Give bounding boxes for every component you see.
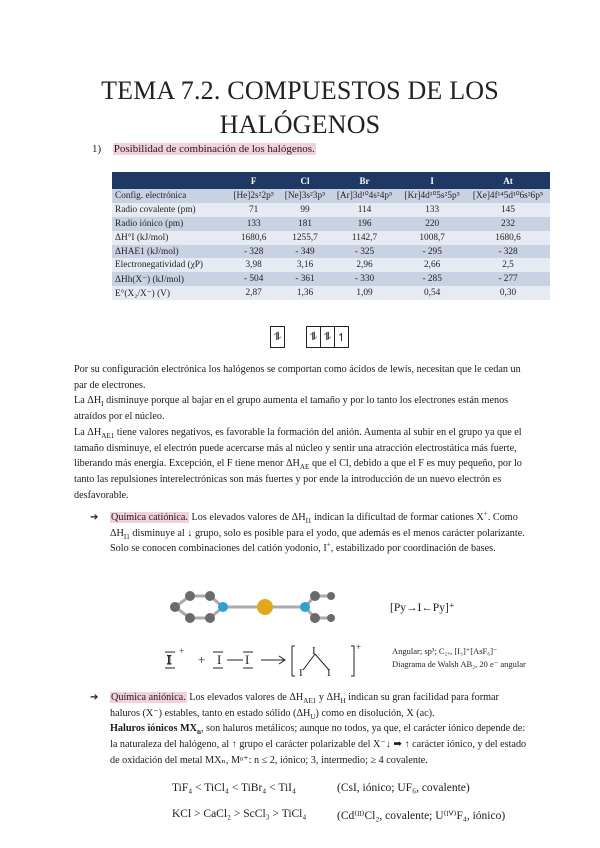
table-header-cell bbox=[112, 172, 228, 189]
table-cell: 196 bbox=[331, 217, 399, 231]
geometry-note: Angular; sp³; C₂ᵥ, [I₃]⁺[AsF₆]⁻ bbox=[392, 646, 498, 656]
table-cell: 220 bbox=[398, 217, 466, 231]
table-cell: 2,87 bbox=[228, 286, 279, 300]
table-cell: 99 bbox=[279, 203, 330, 217]
bullet-label: Química catiónica. bbox=[111, 512, 188, 523]
table-row bbox=[112, 245, 550, 259]
page-title-line1: TEMA 7.2. COMPUESTOS DE LOS bbox=[101, 76, 499, 105]
svg-text:I: I bbox=[299, 667, 303, 679]
table-header-cell: I bbox=[398, 172, 466, 189]
pyridine-iodine-molecule-icon bbox=[165, 582, 335, 632]
equation-note: (Cd⁽ᴵᴵ⁾Cl₂, covalente; U⁽ᴵⱽ⁾F₄, iónico) bbox=[337, 810, 506, 822]
table-cell: - 349 bbox=[279, 245, 330, 259]
section-label: Posibilidad de combinación de los halógenos. bbox=[113, 143, 315, 155]
table-cell: [Ne]3s²3p⁵ bbox=[279, 189, 330, 203]
table-cell: ΔH°I (kJ/mol) bbox=[112, 231, 228, 245]
orbital-cell: ⥮ bbox=[321, 327, 335, 347]
orbital-cell: ⥮ bbox=[273, 330, 282, 343]
arrow-bullet-icon: ➔ bbox=[90, 692, 99, 703]
equation-note: (CsI, iónico; UF₆, covalente) bbox=[337, 782, 470, 794]
svg-text:+: + bbox=[198, 652, 206, 667]
bullet-anionic: ➔ Química aniónica. Los elevados valores de $\Delta H_{AE1}$ y $\Delta H_H$ indican su gran facilidad para formar haluros (X⁻) estables, tanto en estado sólido $(\Delta H_U)$ como en disolución, X (ac). Haluros iónicos $MX_n$, son haluros metálicos; aunque no todos, ya que, el carácter iónico depende de: la naturaleza del halógeno, al ↑ grupo el carácter polarizable del X⁻↓ ➡ ↑ carácter iónico, y del estado de oxidación del metal MXₙ, Mⁿ⁺: n ≤ 2, iónico; 3, intermedio; ≥ 4 covalente. bbox=[90, 692, 527, 766]
svg-text:+: + bbox=[179, 646, 185, 656]
equation-lhs: KCl > CaCl₂ > ScCl₃ > TiCl₄ bbox=[172, 808, 307, 820]
i3-lewis-structure-icon bbox=[165, 640, 370, 680]
table-cell: ΔHAE1 (kJ/mol) bbox=[112, 245, 228, 259]
table-cell: 0,30 bbox=[466, 286, 550, 300]
table-cell: 114 bbox=[331, 203, 399, 217]
table-header-cell: Br bbox=[331, 172, 399, 189]
table-row bbox=[112, 286, 550, 300]
svg-text:+: + bbox=[356, 642, 362, 652]
table-cell: - 361 bbox=[279, 272, 330, 286]
svg-text:I: I bbox=[312, 645, 316, 657]
table-cell: E°(X₂/X⁻) (V) bbox=[112, 286, 228, 300]
table-cell: 1,09 bbox=[331, 286, 399, 300]
section-heading bbox=[92, 143, 316, 155]
body-text bbox=[74, 362, 532, 503]
table-cell: 1,36 bbox=[279, 286, 330, 300]
table-cell: 1680,6 bbox=[466, 231, 550, 245]
table-cell: 232 bbox=[466, 217, 550, 231]
svg-text:I: I bbox=[167, 652, 172, 667]
table-cell: [Ar]3d¹⁰4s²4p⁵ bbox=[331, 189, 399, 203]
table-cell: 1142,7 bbox=[331, 231, 399, 245]
section-number: 1) bbox=[92, 143, 102, 155]
table-cell: 3,98 bbox=[228, 258, 279, 272]
bullet-label: Química aniónica. bbox=[111, 692, 186, 703]
arrow-bullet-icon: ➔ bbox=[90, 512, 99, 523]
table-header-cell: Cl bbox=[279, 172, 330, 189]
table-cell: ΔHh(X⁻) (kJ/mol) bbox=[112, 272, 228, 286]
bullet-cationic: ➔ Química catiónica. Los elevados valores de $\Delta H_{I1}$ indican la dificultad de formar cationes X+. Como $\Delta H_{I1}$ disminuye al ↓ grupo, solo es posible para el yodo, que además es el menos carácter polarizante. Solo se conocen combinaciones del catión yodonio, I+, estabilizado por coordinación de bases. bbox=[90, 509, 525, 555]
equation-ti-halides bbox=[172, 782, 470, 794]
table-cell: 2,96 bbox=[331, 258, 399, 272]
table-row bbox=[112, 231, 550, 245]
svg-text:I: I bbox=[217, 652, 222, 667]
paragraph-ionization: La $\Delta H_I$ disminuye porque al bajar en el grupo aumenta el tamaño y por lo tanto los electrones están menos atraídos por el núcleo. bbox=[74, 395, 509, 423]
table-cell: 0,54 bbox=[398, 286, 466, 300]
table-cell: Electronegatividad (χP) bbox=[112, 258, 228, 272]
table-cell: Radio iónico (pm) bbox=[112, 217, 228, 231]
table-cell: - 328 bbox=[466, 245, 550, 259]
equation-lhs: TiF₄ < TiCl₄ < TiBr₄ < TiI₄ bbox=[172, 782, 296, 794]
table-header-cell: F bbox=[228, 172, 279, 189]
table-cell: [He]2s²2p⁵ bbox=[228, 189, 279, 203]
paragraph-electron-affinity: La $\Delta H_{AE1}$ tiene valores negativos, es favorable la formación del anión. Aumenta al subir en el grupo ya que el tamaño disminuye, el electrón puede acercarse más al núcleo y sentir una atracción electrostática más fuerte, liberando más energía. Excepción, el F tiene menor $\Delta H_{AE}$ que el Cl, debido a que el F es muy pequeño, por lo tanto las repulsiones interelectrónicas son más fuertes y por ende la introducción de un nuevo electrón es desfavorable. bbox=[74, 426, 522, 501]
table-cell: - 277 bbox=[466, 272, 550, 286]
table-cell: 2,66 bbox=[398, 258, 466, 272]
table-row bbox=[112, 272, 550, 286]
orbital-cell: ⥮ bbox=[307, 327, 321, 347]
s-orbital-box bbox=[270, 326, 285, 348]
table-row bbox=[112, 217, 550, 231]
table-row bbox=[112, 258, 550, 272]
table-cell: 1008,7 bbox=[398, 231, 466, 245]
paragraph-lewis: Por su configuración electrónica los halógenos se comportan como ácidos de lewis, necesitan que le cedan un par de electrones. bbox=[74, 364, 521, 391]
table-cell: 133 bbox=[228, 217, 279, 231]
orbital-cell: ↿ bbox=[336, 330, 347, 344]
table-cell: 2,5 bbox=[466, 258, 550, 272]
table-cell: 3,16 bbox=[279, 258, 330, 272]
table-cell: 145 bbox=[466, 203, 550, 217]
table-row bbox=[112, 189, 550, 203]
table-cell: 181 bbox=[279, 217, 330, 231]
iodonium-figure bbox=[165, 582, 545, 682]
table-header-row bbox=[112, 172, 550, 189]
table-cell: 1255,7 bbox=[279, 231, 330, 245]
svg-text:I: I bbox=[245, 652, 250, 667]
table-cell: - 325 bbox=[331, 245, 399, 259]
table-header-cell: At bbox=[466, 172, 550, 189]
table-cell: 1680,6 bbox=[228, 231, 279, 245]
table-cell: 133 bbox=[398, 203, 466, 217]
halogen-properties-table bbox=[112, 172, 550, 300]
p-orbital-boxes bbox=[306, 326, 349, 348]
table-cell: - 328 bbox=[228, 245, 279, 259]
table-cell: - 295 bbox=[398, 245, 466, 259]
equation-chlorides bbox=[172, 808, 506, 822]
table-row bbox=[112, 203, 550, 217]
svg-text:I: I bbox=[327, 667, 331, 679]
table-cell: - 330 bbox=[331, 272, 399, 286]
table-cell: Radio covalente (pm) bbox=[112, 203, 228, 217]
page-title-line2: HALÓGENOS bbox=[219, 110, 381, 139]
pyridine-iodonium-formula: [Py→I←Py]⁺ bbox=[390, 602, 455, 614]
table-cell: [Xe]4f¹⁴5d¹⁰6s²6p⁵ bbox=[466, 189, 550, 203]
table-cell: - 504 bbox=[228, 272, 279, 286]
table-cell: [Kr]4d¹⁰5s²5p⁵ bbox=[398, 189, 466, 203]
table-cell: - 285 bbox=[398, 272, 466, 286]
walsh-note: Diagrama de Walsh AB₂, 20 e⁻ angular bbox=[392, 659, 526, 669]
table-cell: 71 bbox=[228, 203, 279, 217]
table-cell: Config. electrónica bbox=[112, 189, 228, 203]
